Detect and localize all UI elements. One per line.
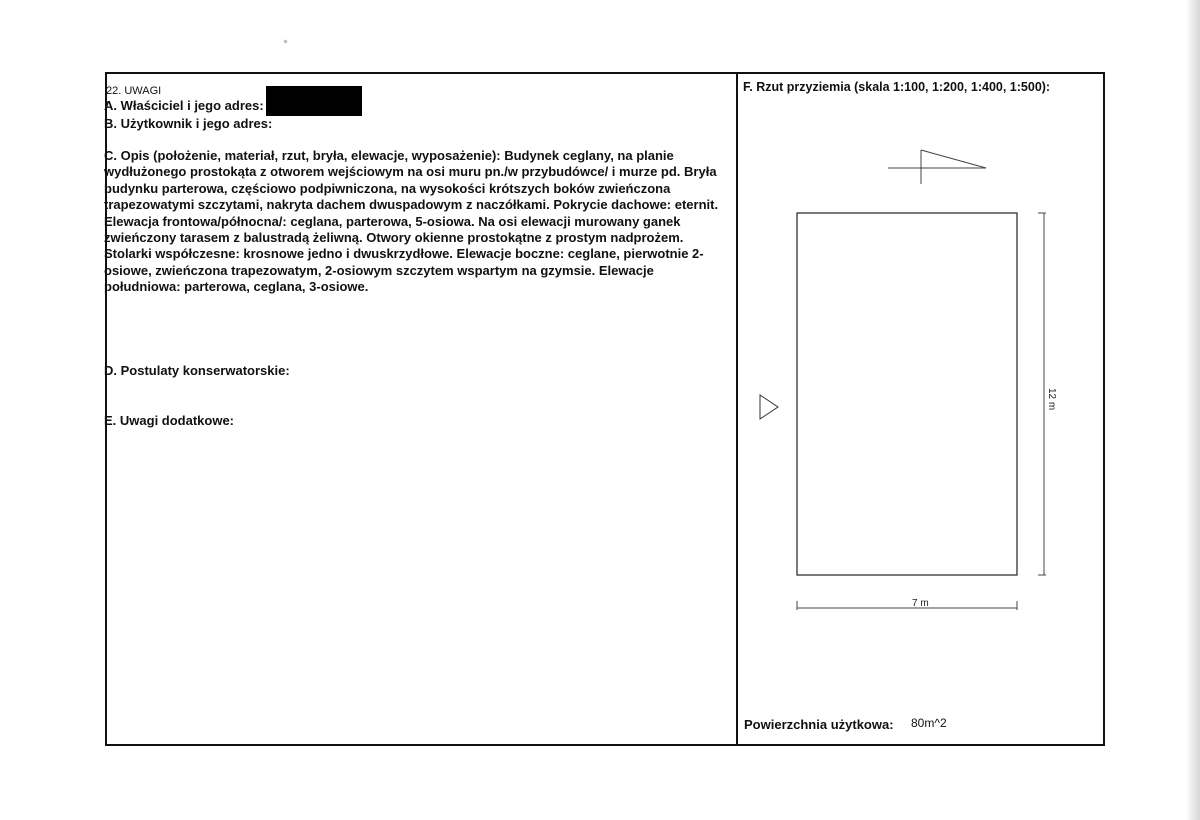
additional-remarks-label: E. Uwagi dodatkowe: <box>104 413 235 428</box>
area-value: 80m^2 <box>911 716 947 730</box>
scan-edge <box>1186 0 1200 820</box>
section-number: 22. UWAGI <box>106 85 162 97</box>
width-dimension-label: 7 m <box>912 598 929 609</box>
ground-floor-plan <box>738 72 1104 746</box>
owner-field <box>104 98 729 116</box>
entrance-marker-icon <box>760 395 778 419</box>
area-label: Powierzchnia użytkowa: <box>744 717 894 732</box>
redaction-box <box>266 86 362 116</box>
height-dimension-label: 12 m <box>1046 388 1057 411</box>
owner-label: A. Właściciel i jego adres: <box>104 98 264 113</box>
description-text: C. Opis (położenie, materiał, rzut, bryła, elewacje, wyposażenie): Budynek ceglany, na planie wydłużonego prostokąta z otworem wejściowym na osi muru pn./w przybudówce/ i murze pd. Bryła budynku parterowa, częściowo podpiwniczona, na wysokości krótszych boków zwieńczona trapezowatymi szczytami, nakryta dachem dwuspadowym z naczółkami. Pokrycie dachowe: eternit. Elewacja frontowa/północna/: ceglana, parterowa, 5-osiowa. Na osi elewacji murowany ganek zwieńczony tarasem z balustradą żeliwną. Otwory okienne prostokątne z prostym nadprożem. Stolarki współczesne: krosnowe jedno i dwuskrzydłowe. Elewacje boczne: ceglane, pierwotnie 2-osiowe, zwieńczona trapezowatym, 2-osiowym szczytem wspartym na gzymsie. Elewacje południowa: parterowa, ceglana, 3-osiowe. <box>104 148 719 295</box>
postulaty-label: D. Postulaty konserwatorskie: <box>104 363 290 378</box>
width-dimension-line <box>797 601 1017 610</box>
height-dimension-line <box>1038 213 1046 575</box>
scan-speck <box>283 39 287 43</box>
building-outline <box>797 213 1017 575</box>
north-arrow-icon <box>888 150 986 184</box>
remarks-panel <box>104 84 729 296</box>
user-label: B. Użytkownik i jego adres: <box>104 116 273 131</box>
plan-title: F. Rzut przyziemia (skala 1:100, 1:200, 1:400, 1:500): <box>743 80 1051 94</box>
